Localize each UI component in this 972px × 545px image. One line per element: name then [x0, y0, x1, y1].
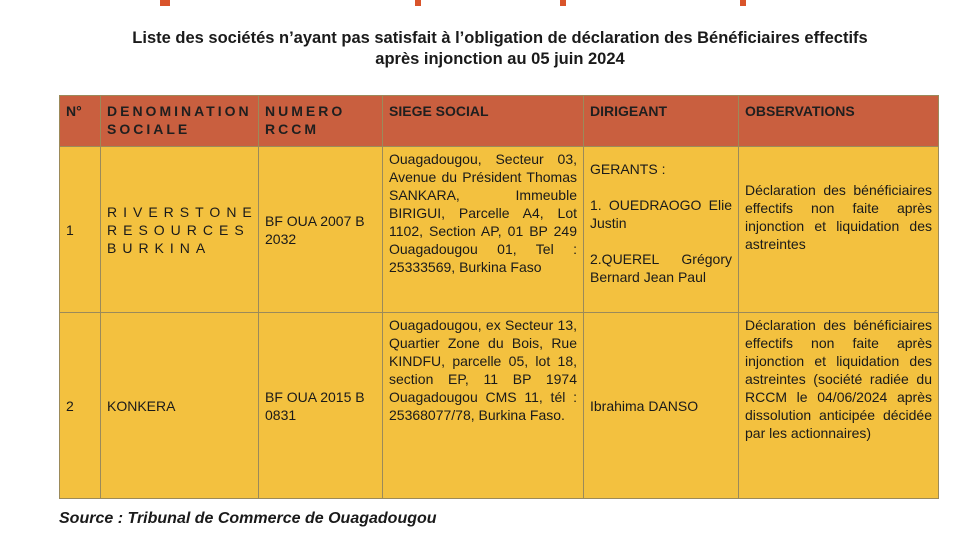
header-denomination: DENOMINATION SOCIALE	[101, 96, 259, 147]
companies-table	[59, 95, 939, 499]
strip-segment	[560, 0, 566, 6]
header-observations: OBSERVATIONS	[739, 96, 939, 147]
strip-segment	[415, 0, 421, 6]
header-dirigeant: DIRIGEANT	[584, 96, 739, 147]
cell-dirigeant	[584, 147, 739, 313]
table-row	[60, 147, 939, 313]
table-title	[60, 28, 940, 70]
cell-siege: Ouagadougou, Secteur 03, Avenue du Président Thomas SANKARA, Immeuble BIRIGUI, Parcelle A4, Lot 1102, Section AP, 01 BP 249 Ouagadougou 01, Tel : 25333569, Burkina Faso	[383, 147, 584, 313]
cell-denomination: RIVERSTONE RESOURCES BURKINA	[101, 147, 259, 313]
header-siege: SIEGE SOCIAL	[383, 96, 584, 147]
cell-observations: Déclaration des bénéficiaires effectifs non faite après injonction et liquidation des astreintes (société radiée du RCCM le 04/06/2024 après dissolution anticipée décidée par les actionnaires)	[739, 313, 939, 499]
dirigeant-2: 2.QUEREL Grégory Bernard Jean Paul	[590, 251, 732, 285]
source-note: Source : Tribunal de Commerce de Ouagadougou	[59, 510, 437, 527]
cell-observations: Déclaration des bénéficiaires effectifs non faite après injonction et liquidation des astreintes	[739, 147, 939, 313]
top-decorative-strip	[0, 0, 972, 8]
strip-segment	[160, 0, 170, 6]
header-rccm: NUMERO RCCM	[259, 96, 383, 147]
cell-num: 1	[60, 147, 101, 313]
header-num: N°	[60, 96, 101, 147]
dirigeant-1: 1. OUEDRAOGO Elie Justin	[590, 197, 732, 231]
title-line-2: après injonction au 05 juin 2024	[375, 50, 625, 68]
strip-segment	[740, 0, 746, 6]
table-row	[60, 313, 939, 499]
cell-rccm: BF OUA 2015 B 0831	[259, 313, 383, 499]
cell-denomination: KONKERA	[101, 313, 259, 499]
cell-siege: Ouagadougou, ex Secteur 13, Quartier Zone du Bois, Rue KINDFU, parcelle 05, lot 18, section EP, 11 BP 1974 Ouagadougou CMS 11, tél : 25368077/78, Burkina Faso.	[383, 313, 584, 499]
cell-dirigeant: Ibrahima DANSO	[584, 313, 739, 499]
table-header-row	[60, 96, 939, 147]
cell-rccm: BF OUA 2007 B 2032	[259, 147, 383, 313]
dirigeant-title: GERANTS :	[590, 161, 666, 177]
cell-num: 2	[60, 313, 101, 499]
title-line-1: Liste des sociétés n’ayant pas satisfait à l’obligation de déclaration des Bénéficiaires effectifs	[132, 29, 868, 47]
